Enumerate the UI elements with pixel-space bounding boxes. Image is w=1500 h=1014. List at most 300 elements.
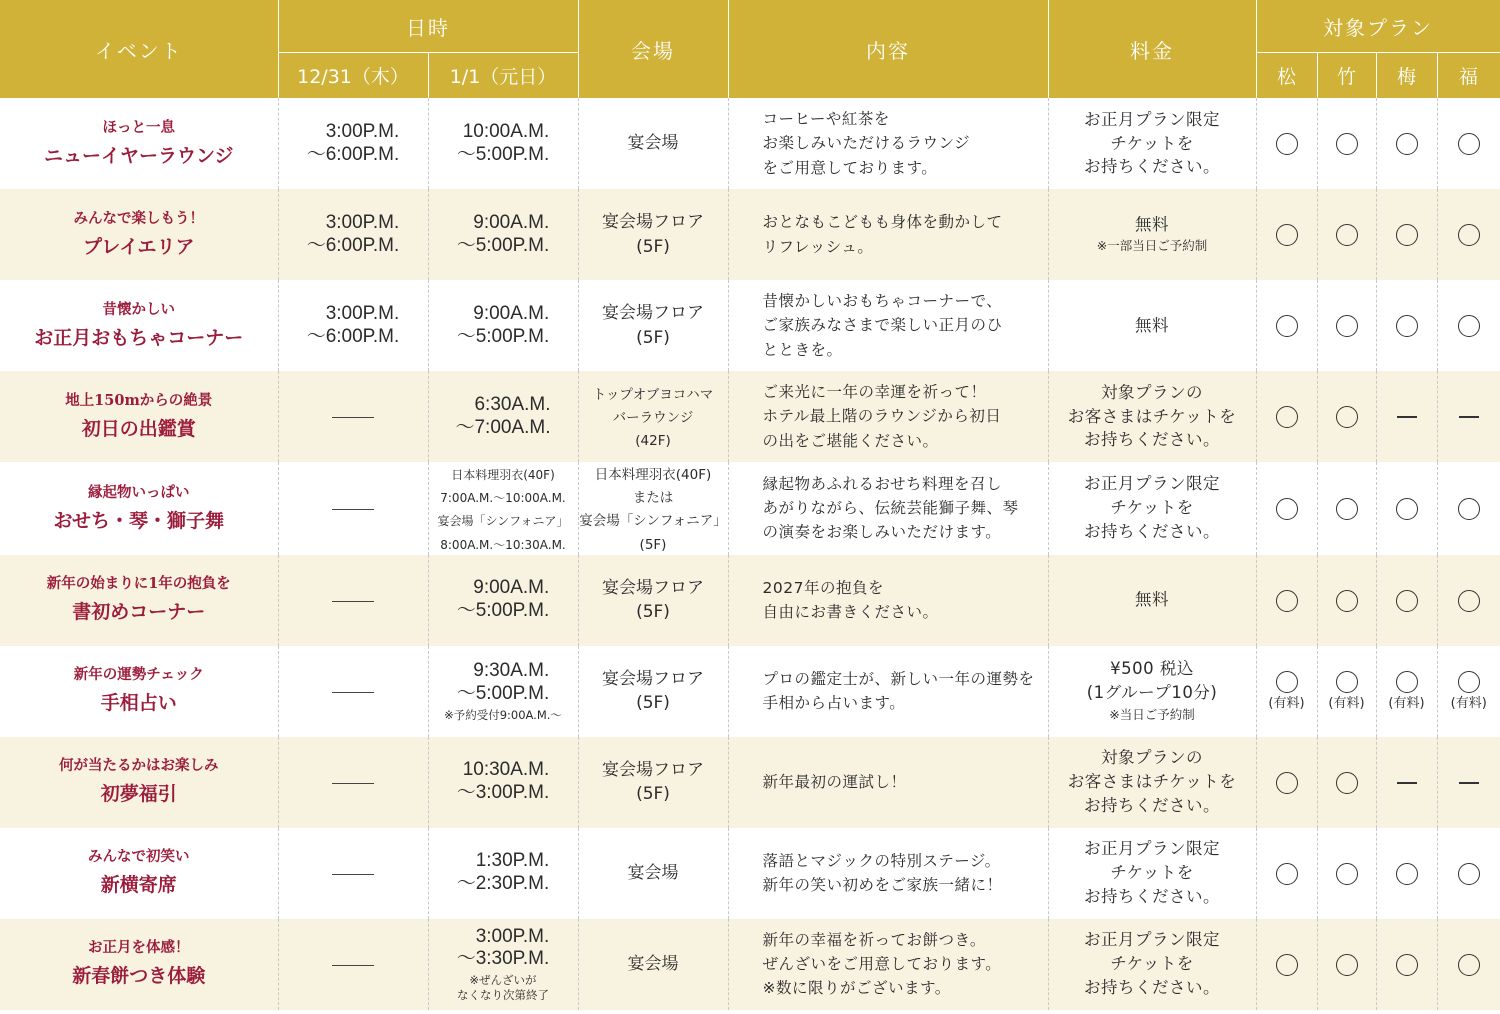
plan-take-cell [1317, 737, 1376, 828]
plan-take-cell [1317, 919, 1376, 1010]
venue-cell [578, 646, 728, 737]
content-line: 昔懐かしいおもちゃコーナーで、 [762, 292, 1003, 311]
content-cell [728, 189, 1048, 280]
event-cell [0, 555, 278, 646]
venue-cell [578, 828, 728, 919]
fee-text [1087, 659, 1218, 702]
venue-line: 宴会場フロア [602, 668, 704, 689]
paid-note: (有料) [1328, 695, 1365, 711]
fee-line: お正月プラン限定 [1084, 839, 1220, 859]
plan-ume-cell [1376, 371, 1437, 462]
content-cell [728, 646, 1048, 737]
event-subtitle: お正月を体感！ [88, 939, 190, 957]
content-line: 落語とマジックの特別ステージ。 [762, 852, 1001, 871]
content-line: あがりながら、伝統芸能獅子舞、琴 [762, 499, 1019, 518]
time-start: 3:00P.M. [325, 302, 400, 324]
time-note-line: なくなり次第終了 [457, 988, 549, 1003]
fee-line: 無料 [1135, 315, 1169, 335]
table-row [0, 555, 1500, 646]
not-available-dash [332, 692, 374, 693]
plan-matsu-cell [1256, 828, 1317, 919]
header-fee: 料金 [1048, 0, 1256, 98]
content-line: ホテル最上階のラウンジから初日 [762, 407, 1002, 426]
date-dec31-cell [278, 98, 428, 189]
available-circle-icon [1458, 590, 1480, 612]
event-name: 初夢福引 [100, 783, 177, 806]
time-detail-line: 7:00A.M.～10:00A.M. [440, 491, 566, 506]
plan-ume-cell [1376, 646, 1437, 737]
venue-line: トップオブヨコハマ [592, 386, 714, 403]
content-line: ※数に限りがございます。 [762, 979, 951, 998]
venue-line: または [632, 490, 674, 507]
venue-line: バーラウンジ [612, 409, 694, 426]
plan-fuku-cell [1437, 646, 1500, 737]
content-line: ご家族みなさまで楽しい正月のひ [762, 316, 1003, 335]
date-jan1-cell [428, 828, 578, 919]
plan-matsu-cell [1256, 280, 1317, 371]
time-range [455, 394, 550, 440]
content-line: 自由にお書きください。 [762, 603, 939, 622]
fee-cell [1048, 919, 1256, 1010]
time-end: ～6:00P.M. [306, 325, 400, 347]
plan-matsu-cell [1256, 462, 1317, 555]
table-row [0, 919, 1500, 1010]
date-jan1-cell [428, 280, 578, 371]
date-jan1-cell [428, 98, 578, 189]
time-detail [437, 468, 568, 552]
table-row [0, 189, 1500, 280]
content-line: お楽しみいただけるラウンジ [762, 134, 971, 153]
time-start: 1:30P.M. [475, 850, 550, 872]
fee-line: ¥500 税込 [1110, 659, 1194, 679]
content-cell [728, 371, 1048, 462]
fee-line: お持ちください。 [1084, 978, 1220, 998]
fee-cell [1048, 555, 1256, 646]
date-jan1-cell [428, 555, 578, 646]
time-end: ～6:00P.M. [306, 143, 400, 165]
venue-text [602, 760, 704, 805]
time-range [307, 121, 400, 167]
fee-line: 無料 [1135, 590, 1169, 610]
time-end: ～3:30P.M. [456, 948, 550, 970]
fee-cell [1048, 462, 1256, 555]
content-line: の演奏をお楽しみいただけます。 [762, 523, 1002, 542]
fee-cell [1048, 189, 1256, 280]
venue-cell [578, 280, 728, 371]
fee-line: 対象プランの [1101, 748, 1203, 768]
venue-cell [578, 371, 728, 462]
fee-text [1135, 590, 1169, 609]
fee-line: お持ちください。 [1084, 887, 1220, 907]
venue-line: 宴会場「シンフォニア」 [579, 513, 727, 530]
venue-text [579, 467, 727, 553]
event-cell [0, 737, 278, 828]
event-cell [0, 919, 278, 1010]
table-body [0, 98, 1500, 1010]
time-start: 9:00A.M. [473, 302, 550, 324]
available-circle-icon [1396, 954, 1418, 976]
time-detail-line: 宴会場「シンフォニア」 [437, 514, 569, 529]
time-note-line: ※予約受付9:00A.M.～ [444, 707, 562, 722]
venue-line: 宴会場フロア [602, 302, 704, 323]
available-circle-icon [1336, 590, 1358, 612]
available-circle-icon [1276, 224, 1298, 246]
fee-cell [1048, 280, 1256, 371]
fee-text [1068, 383, 1237, 450]
plan-ume-cell [1376, 919, 1437, 1010]
date-dec31-cell [278, 555, 428, 646]
fee-cell [1048, 646, 1256, 737]
available-circle-icon [1276, 498, 1298, 520]
fee-line: お持ちください。 [1084, 157, 1220, 177]
fee-line: お正月プラン限定 [1084, 930, 1220, 950]
available-circle-icon [1276, 590, 1298, 612]
time-end: ～5:00P.M. [456, 325, 550, 347]
venue-line: (5F) [639, 536, 667, 553]
fee-text [1084, 474, 1220, 541]
time-start: 10:00A.M. [462, 120, 550, 142]
time-range [457, 660, 550, 706]
header-venue: 会場 [578, 0, 728, 98]
event-name: 新横寄席 [100, 874, 177, 897]
venue-text [602, 303, 704, 348]
content-line: 新年最初の運試し！ [762, 773, 907, 792]
time-range [457, 850, 550, 896]
venue-line: (5F) [636, 236, 670, 257]
table-row [0, 828, 1500, 919]
date-dec31-cell [278, 919, 428, 1010]
content-line: ご来光に一年の幸運を祈って！ [762, 383, 987, 402]
available-circle-icon [1276, 954, 1298, 976]
fee-line: 対象プランの [1101, 382, 1203, 402]
unavailable-dash-icon [1459, 416, 1479, 418]
venue-cell [578, 98, 728, 189]
fee-line: お客さまはチケットを [1067, 772, 1237, 792]
fee-line: (1グループ10分) [1086, 683, 1218, 703]
time-end: ～7:00A.M. [455, 416, 551, 438]
available-circle-icon [1336, 671, 1358, 693]
paid-note: (有料) [1268, 695, 1305, 711]
venue-text [602, 578, 704, 623]
content-cell [728, 462, 1048, 555]
unavailable-dash-icon [1397, 782, 1417, 784]
date-jan1-cell [428, 919, 578, 1010]
not-available-dash [332, 874, 374, 875]
content-line: をご用意しております。 [762, 158, 938, 177]
plan-ume-cell [1376, 555, 1437, 646]
venue-line: (42F) [635, 433, 671, 450]
content-cell [728, 737, 1048, 828]
content-cell [728, 555, 1048, 646]
plan-ume-cell [1376, 189, 1437, 280]
time-end: ～5:00P.M. [456, 600, 550, 622]
available-circle-icon [1396, 224, 1418, 246]
available-circle-icon [1276, 315, 1298, 337]
event-cell [0, 371, 278, 462]
content-line: プロの鑑定士が、新しい一年の運勢を [762, 670, 1035, 689]
time-start: 6:30A.M. [474, 393, 551, 415]
time-range [457, 759, 550, 805]
fee-text [1084, 930, 1220, 997]
header-content: 内容 [728, 0, 1048, 98]
date-jan1-cell [428, 462, 578, 555]
time-start: 3:00P.M. [325, 211, 400, 233]
event-subtitle: 縁起物いっぱい [88, 483, 190, 501]
fee-text [1084, 110, 1220, 177]
available-circle-icon [1396, 863, 1418, 885]
plan-take-cell [1317, 280, 1376, 371]
content-line: 新年の幸福を祈ってお餅つき。 [762, 931, 986, 950]
event-name: 手相占い [100, 692, 177, 715]
available-circle-icon [1396, 315, 1418, 337]
plan-fuku-cell [1437, 462, 1500, 555]
content-line: リフレッシュ。 [762, 237, 874, 256]
plan-take-cell [1317, 828, 1376, 919]
plan-fuku-cell [1437, 98, 1500, 189]
venue-line: 宴会場フロア [602, 759, 704, 780]
time-range [307, 303, 400, 349]
available-circle-icon [1336, 224, 1358, 246]
fee-line: チケットを [1110, 133, 1194, 153]
event-cell [0, 462, 278, 555]
time-start: 3:00P.M. [475, 925, 550, 947]
time-note [429, 708, 578, 723]
event-name: 初日の出鑑賞 [81, 417, 196, 440]
available-circle-icon [1458, 224, 1480, 246]
date-jan1-cell [428, 189, 578, 280]
available-circle-icon [1276, 772, 1298, 794]
time-range [457, 926, 550, 972]
plan-take-cell [1317, 462, 1376, 555]
date-dec31-cell [278, 189, 428, 280]
not-available-dash [332, 965, 374, 966]
plan-matsu-cell [1256, 98, 1317, 189]
paid-note: (有料) [1450, 695, 1487, 711]
date-dec31-cell [278, 371, 428, 462]
event-subtitle: 新年の始まりに1年の抱負を [46, 575, 231, 593]
plan-ume-cell [1376, 280, 1437, 371]
content-line: 新年の笑い初めをご家族一緒に！ [762, 876, 1003, 895]
time-end: ～6:00P.M. [306, 234, 400, 256]
plan-fuku-cell [1437, 828, 1500, 919]
time-end: ～3:00P.M. [456, 782, 550, 804]
paid-note: (有料) [1388, 695, 1425, 711]
header-dec31: 12/31（木） [278, 53, 428, 99]
plan-matsu-cell [1256, 555, 1317, 646]
fee-line: お持ちください。 [1084, 522, 1220, 542]
plan-fuku-cell [1437, 737, 1500, 828]
event-subtitle: みんなで初笑い [88, 848, 190, 866]
header-plan-ume: 梅 [1376, 53, 1437, 99]
event-name: おせち・琴・獅子舞 [53, 509, 224, 532]
available-circle-icon [1396, 671, 1418, 693]
table-row [0, 462, 1500, 555]
venue-line: 宴会場フロア [602, 577, 704, 598]
time-note [429, 973, 578, 1003]
event-cell [0, 189, 278, 280]
time-end: ～5:00P.M. [456, 234, 550, 256]
time-range [457, 577, 550, 623]
content-cell [728, 280, 1048, 371]
available-circle-icon [1396, 133, 1418, 155]
content-line: コーヒーや紅茶を [762, 110, 890, 129]
plan-take-cell [1317, 371, 1376, 462]
available-circle-icon [1336, 863, 1358, 885]
available-circle-icon [1336, 406, 1358, 428]
event-cell [0, 98, 278, 189]
event-subtitle: 昔懐かしい [102, 300, 175, 318]
fee-line: 無料 [1135, 214, 1169, 234]
event-subtitle: 何が当たるかはお楽しみ [59, 757, 219, 775]
fee-cell [1048, 98, 1256, 189]
venue-line: (5F) [636, 327, 670, 348]
event-subtitle: ほっと一息 [102, 118, 175, 136]
header-plan: 対象プラン [1256, 0, 1500, 53]
header-plan-matsu: 松 [1256, 53, 1317, 99]
available-circle-icon [1458, 498, 1480, 520]
plan-ume-cell [1376, 737, 1437, 828]
content-cell [728, 828, 1048, 919]
venue-cell [578, 555, 728, 646]
content-line: おとなもこどもも身体を動かして [762, 213, 1003, 232]
not-available-dash [332, 509, 374, 510]
event-name: プレイエリア [82, 235, 195, 258]
available-circle-icon [1458, 133, 1480, 155]
time-end: ～5:00P.M. [456, 143, 550, 165]
event-subtitle: みんなで楽しもう！ [73, 209, 204, 227]
time-start: 9:00A.M. [473, 577, 550, 599]
venue-text [628, 954, 679, 974]
time-start: 9:00A.M. [473, 211, 550, 233]
fee-line: お持ちください。 [1084, 430, 1220, 450]
plan-matsu-cell [1256, 646, 1317, 737]
venue-text [628, 133, 679, 153]
table-row [0, 646, 1500, 737]
not-available-dash [332, 601, 374, 602]
time-start: 10:30A.M. [462, 759, 550, 781]
venue-text [602, 212, 704, 257]
header-event: イベント [0, 0, 278, 98]
not-available-dash [332, 783, 374, 784]
venue-line: (5F) [636, 693, 670, 714]
table-row [0, 98, 1500, 189]
content-line: とときを。 [762, 340, 843, 359]
plan-ume-cell [1376, 828, 1437, 919]
unavailable-dash-icon [1397, 416, 1417, 418]
available-circle-icon [1458, 315, 1480, 337]
plan-fuku-cell [1437, 555, 1500, 646]
venue-cell [578, 462, 728, 555]
plan-matsu-cell [1256, 371, 1317, 462]
available-circle-icon [1276, 406, 1298, 428]
time-range [457, 303, 550, 349]
venue-cell [578, 919, 728, 1010]
fee-text [1135, 215, 1169, 234]
plan-fuku-cell [1437, 919, 1500, 1010]
content-cell [728, 919, 1048, 1010]
venue-cell [578, 737, 728, 828]
table-row [0, 371, 1500, 462]
content-line: 手相から占います。 [762, 694, 906, 713]
time-start: 9:30A.M. [473, 659, 550, 681]
fee-note: ※一部当日ご予約制 [1096, 238, 1208, 254]
time-detail-line: 8:00A.M.～10:30A.M. [440, 537, 566, 552]
time-range [307, 212, 400, 258]
date-jan1-cell [428, 646, 578, 737]
not-available-dash [332, 417, 374, 418]
content-cell [728, 98, 1048, 189]
available-circle-icon [1276, 863, 1298, 885]
venue-line: (5F) [636, 784, 670, 805]
fee-note: ※当日ご予約制 [1109, 707, 1195, 723]
content-line: ぜんざいをご用意しております。 [762, 955, 1002, 974]
fee-line: チケットを [1110, 954, 1194, 974]
plan-ume-cell [1376, 462, 1437, 555]
unavailable-dash-icon [1459, 782, 1479, 784]
header-plan-fuku: 福 [1437, 53, 1500, 99]
fee-line: お正月プラン限定 [1084, 109, 1220, 129]
header-jan1: 1/1（元日） [428, 53, 578, 99]
available-circle-icon [1336, 954, 1358, 976]
plan-fuku-cell [1437, 371, 1500, 462]
available-circle-icon [1396, 590, 1418, 612]
available-circle-icon [1458, 671, 1480, 693]
date-dec31-cell [278, 280, 428, 371]
event-subtitle: 新年の運勢チェック [73, 666, 204, 684]
available-circle-icon [1276, 133, 1298, 155]
available-circle-icon [1276, 671, 1298, 693]
fee-line: お持ちください。 [1084, 796, 1220, 816]
available-circle-icon [1458, 863, 1480, 885]
header-datetime: 日時 [278, 0, 578, 53]
time-note-line: ※ぜんざいが [469, 973, 537, 988]
event-cell [0, 828, 278, 919]
plan-take-cell [1317, 646, 1376, 737]
fee-line: チケットを [1110, 498, 1194, 518]
plan-take-cell [1317, 189, 1376, 280]
fee-text [1135, 316, 1169, 335]
table-row [0, 280, 1500, 371]
fee-cell [1048, 828, 1256, 919]
fee-line: お客さまはチケットを [1067, 406, 1237, 426]
fee-text [1084, 839, 1220, 906]
venue-line: (5F) [636, 602, 670, 623]
available-circle-icon [1336, 498, 1358, 520]
date-jan1-cell [428, 371, 578, 462]
available-circle-icon [1396, 498, 1418, 520]
event-cell [0, 280, 278, 371]
available-circle-icon [1336, 315, 1358, 337]
time-end: ～2:30P.M. [456, 873, 550, 895]
available-circle-icon [1336, 772, 1358, 794]
event-name: お正月おもちゃコーナー [34, 326, 244, 349]
plan-take-cell [1317, 98, 1376, 189]
venue-text [593, 387, 714, 449]
fee-line: お正月プラン限定 [1084, 474, 1220, 494]
date-dec31-cell [278, 828, 428, 919]
venue-line: 宴会場 [627, 133, 679, 154]
table-row [0, 737, 1500, 828]
time-end: ～5:00P.M. [456, 682, 550, 704]
time-detail-line: 日本料理羽衣(40F) [451, 468, 555, 482]
time-range [457, 121, 550, 167]
fee-cell [1048, 371, 1256, 462]
content-line: の出をご堪能ください。 [762, 431, 939, 450]
plan-matsu-cell [1256, 737, 1317, 828]
fee-line: チケットを [1110, 863, 1194, 883]
venue-line: 宴会場 [627, 953, 679, 974]
header-plan-take: 竹 [1317, 53, 1376, 99]
